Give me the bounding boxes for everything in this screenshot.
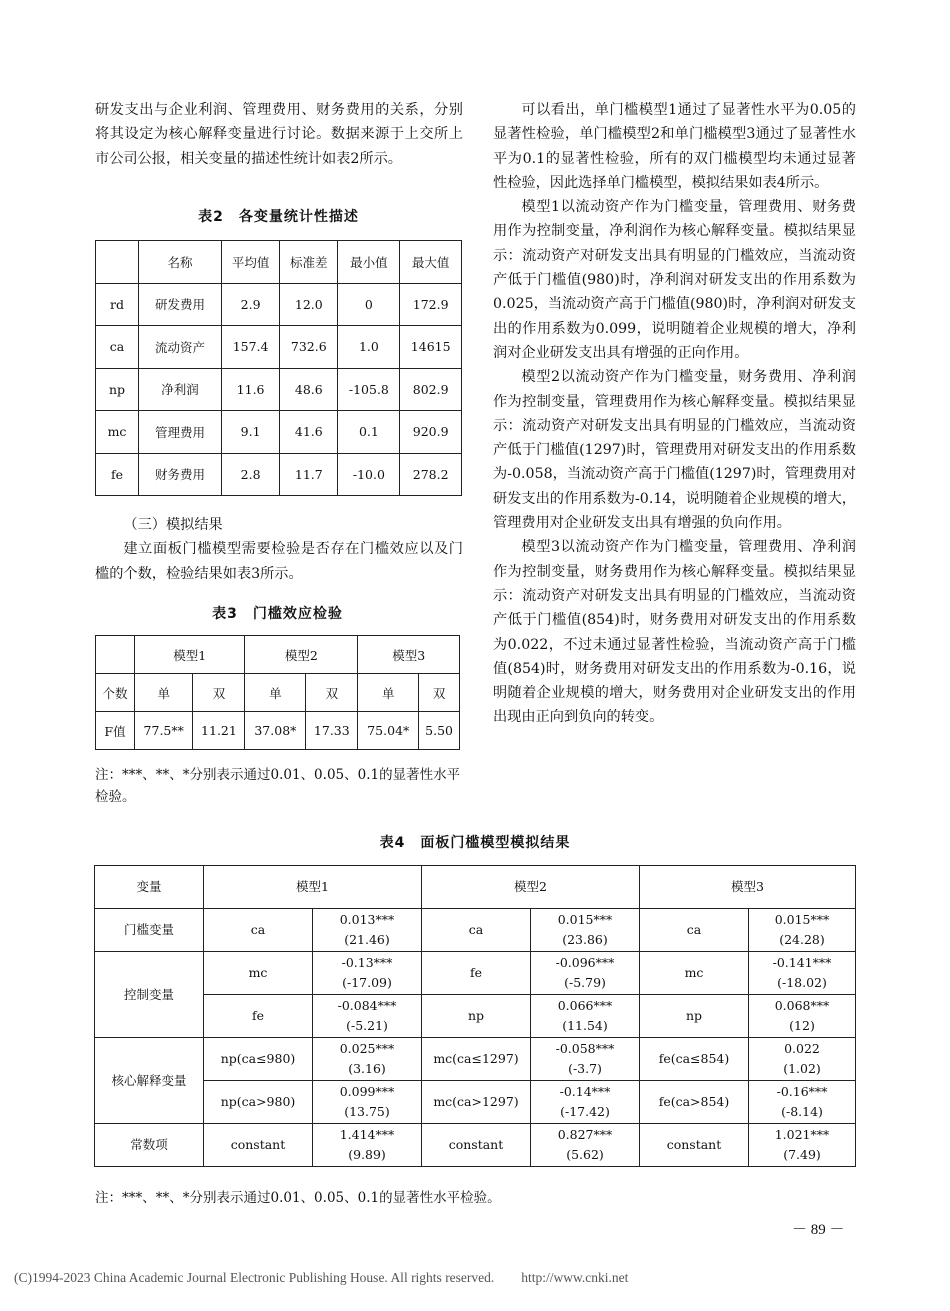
table4-var-cell: constant	[640, 1124, 749, 1167]
table2-header-cell: 最小值	[338, 241, 400, 284]
table2-header-cell: 标准差	[280, 241, 338, 284]
coef: -0.16***	[776, 1084, 828, 1099]
table4-var-cell: constant	[422, 1124, 531, 1167]
table3-header-row	[96, 636, 460, 674]
table4-value-cell	[531, 1124, 640, 1167]
table4-header-cell: 模型3	[640, 866, 856, 909]
coef: 0.099***	[339, 1084, 395, 1099]
table3-model-header: 模型1	[135, 636, 245, 674]
table2-cell: 48.6	[280, 368, 338, 411]
table3-cell: 双	[419, 674, 460, 712]
table2-cell: 流动资产	[139, 326, 222, 369]
table4-value-cell	[313, 1038, 422, 1081]
table2-header-cell: 名称	[139, 241, 222, 284]
table4-value-cell	[531, 909, 640, 952]
table-row	[95, 952, 856, 995]
table-row	[95, 1081, 856, 1124]
table3-caption: 表3 门槛效应检验	[212, 606, 343, 622]
table3-cell: 双	[306, 674, 358, 712]
table3-cell: 单	[358, 674, 419, 712]
table2-header-cell: 平均值	[222, 241, 280, 284]
table4-value-cell	[313, 909, 422, 952]
table3-row-label: 个数	[96, 674, 135, 712]
table2-cell: 14615	[400, 326, 462, 369]
table-row	[95, 995, 856, 1038]
table4-value-cell	[531, 952, 640, 995]
table4-value-cell	[749, 1081, 856, 1124]
table-row	[96, 283, 462, 326]
t-stat: (-17.42)	[560, 1104, 610, 1119]
table4-var-cell: fe(ca≤854)	[640, 1038, 749, 1081]
table2-cell: np	[96, 368, 139, 411]
table4-var-cell: fe	[422, 952, 531, 995]
table-row	[96, 453, 462, 496]
table3-model-header: 模型2	[245, 636, 358, 674]
table4-row-label: 常数项	[95, 1124, 204, 1167]
t-stat: (3.16)	[348, 1061, 386, 1076]
table4-value-cell	[749, 952, 856, 995]
table4-var-cell: np(ca≤980)	[204, 1038, 313, 1081]
table2-cell: 研发费用	[139, 283, 222, 326]
t-stat: (7.49)	[783, 1147, 821, 1162]
coef: 1.414***	[339, 1127, 395, 1142]
table3-model-header: 模型3	[358, 636, 460, 674]
coef: -0.084***	[337, 998, 397, 1013]
t-stat: (5.62)	[566, 1147, 604, 1162]
table4-value-cell	[531, 1081, 640, 1124]
table2-cell: 0	[338, 283, 400, 326]
coef: 0.013***	[339, 912, 395, 927]
table4-var-cell: np(ca>980)	[204, 1081, 313, 1124]
table4-note: 注：***、**、*分别表示通过0.01、0.05、0.1的显著性水平检验。	[95, 1190, 501, 1206]
table-row	[96, 326, 462, 369]
table4-var-cell: ca	[422, 909, 531, 952]
table2-cell: fe	[96, 453, 139, 496]
left-para-2: 建立面板门槛模型需要检验是否存在门槛效应以及门槛的个数，检验结果如表3所示。	[95, 541, 463, 582]
table4-var-cell: fe	[204, 995, 313, 1038]
table3-cell: 双	[193, 674, 245, 712]
coef: -0.096***	[555, 955, 615, 970]
t-stat: (-3.7)	[568, 1061, 602, 1076]
coef: -0.058***	[555, 1041, 615, 1056]
table4-var-cell: ca	[640, 909, 749, 952]
table2-cell: 2.8	[222, 453, 280, 496]
table4-caption: 表4 面板门槛模型模拟结果	[379, 835, 571, 851]
table2-cell: ca	[96, 326, 139, 369]
table-row	[96, 674, 460, 712]
t-stat: (13.75)	[344, 1104, 390, 1119]
table2-cell: 732.6	[280, 326, 338, 369]
t-stat: (1.02)	[783, 1061, 821, 1076]
table4-row-label: 控制变量	[95, 952, 204, 1038]
table-row	[95, 1124, 856, 1167]
table2-cell: mc	[96, 411, 139, 454]
table4-row-label: 核心解释变量	[95, 1038, 204, 1124]
coef: 0.022	[784, 1041, 820, 1056]
table2-cell: 11.6	[222, 368, 280, 411]
table3-cell: 17.33	[306, 712, 358, 750]
table2-cell: -105.8	[338, 368, 400, 411]
right-para-3: 模型2以流动资产作为门槛变量，财务费用、净利润作为控制变量，管理费用作为核心解释变量。模拟结果显示：流动资产对研发支出具有明显的门槛效应，当流动资产低于门槛值(1297)时，管理费用对研发支出的作用系数为-0.058，当流动资产高于门槛值(1297)时，管理费用对研发支出的作用系数为-0.14，说明随着企业规模的增大，管理费用对企业研发支出具有增强的负向作用。	[493, 369, 856, 532]
table4-value-cell	[531, 995, 640, 1038]
table2-cell: 0.1	[338, 411, 400, 454]
table2-header-cell: 最大值	[400, 241, 462, 284]
table2	[95, 240, 462, 496]
table3-cell: 单	[135, 674, 193, 712]
page-number: － 89 －	[792, 1222, 845, 1238]
table4-value-cell	[313, 995, 422, 1038]
coef: -0.13***	[341, 955, 393, 970]
table4-value-cell	[749, 1124, 856, 1167]
table-row	[95, 909, 856, 952]
table-row	[95, 1038, 856, 1081]
table4-var-cell: ca	[204, 909, 313, 952]
table4-header-cell: 模型1	[204, 866, 422, 909]
coef: 0.066***	[557, 998, 613, 1013]
coef: 0.068***	[774, 998, 830, 1013]
table3-note: 注：***、**、*分别表示通过0.01、0.05、0.1的显著性水平检验。	[95, 767, 461, 805]
table3-cell: 77.5**	[135, 712, 193, 750]
right-para-4: 模型3以流动资产作为门槛变量，管理费用、净利润作为控制变量，财务费用作为核心解释变量。模拟结果显示：流动资产对研发支出具有明显的门槛效应，当流动资产低于门槛值(854)时，财务费用对研发支出的作用系数为0.022，不过未通过显著性检验，当流动资产高于门槛值(854)时，财务费用对研发支出的作用系数为-0.16，说明随着企业规模的增大，财务费用对企业研发支出的作用出现由正向到负向的转变。	[493, 539, 856, 726]
table3	[95, 635, 460, 750]
table4-var-cell: np	[640, 995, 749, 1038]
table4-var-cell: mc(ca>1297)	[422, 1081, 531, 1124]
table2-cell: 1.0	[338, 326, 400, 369]
table4-value-cell	[749, 995, 856, 1038]
table3-cell: 11.21	[193, 712, 245, 750]
table4-var-cell: constant	[204, 1124, 313, 1167]
right-column	[493, 98, 856, 730]
table4-value-cell	[749, 909, 856, 952]
table4-var-cell: fe(ca>854)	[640, 1081, 749, 1124]
coef: -0.141***	[772, 955, 832, 970]
table2-cell: 157.4	[222, 326, 280, 369]
table4-header-cell: 模型2	[422, 866, 640, 909]
t-stat: (-5.79)	[564, 975, 606, 990]
left-column	[95, 98, 463, 171]
table2-cell: 172.9	[400, 283, 462, 326]
table2-caption: 表2 各变量统计性描述	[198, 209, 359, 225]
coef: 0.827***	[557, 1127, 613, 1142]
t-stat: (-8.14)	[781, 1104, 823, 1119]
table2-cell: rd	[96, 283, 139, 326]
table4-var-cell: mc	[640, 952, 749, 995]
table3-cell: 单	[245, 674, 306, 712]
t-stat: (-18.02)	[777, 975, 827, 990]
left-lower-text	[95, 513, 463, 586]
table4-var-cell: np	[422, 995, 531, 1038]
table3-cell: 75.04*	[358, 712, 419, 750]
table4	[94, 865, 856, 1167]
table2-cell: 802.9	[400, 368, 462, 411]
table-row	[96, 411, 462, 454]
table4-value-cell	[749, 1038, 856, 1081]
coef: 0.015***	[557, 912, 613, 927]
table2-cell: 财务费用	[139, 453, 222, 496]
t-stat: (-5.21)	[346, 1018, 388, 1033]
table4-value-cell	[313, 952, 422, 995]
table3-row-label: F值	[96, 712, 135, 750]
table4-var-cell: mc	[204, 952, 313, 995]
coef: 0.015***	[774, 912, 830, 927]
table2-header-row	[96, 241, 462, 284]
right-para-1: 可以看出，单门槛模型1通过了显著性水平为0.05的显著性检验，单门槛模型2和单门槛模型3通过了显著性水平为0.1的显著性检验，所有的双门槛模型均未通过显著性检验，因此选择单门槛模型，模拟结果如表4所示。	[493, 102, 856, 191]
coef: 1.021***	[774, 1127, 830, 1142]
table2-cell: 净利润	[139, 368, 222, 411]
table4-value-cell	[313, 1124, 422, 1167]
coef: 0.025***	[339, 1041, 395, 1056]
table2-cell: 9.1	[222, 411, 280, 454]
table2-cell: 41.6	[280, 411, 338, 454]
table4-header-cell: 变量	[95, 866, 204, 909]
copyright-footer: (C)1994-2023 China Academic Journal Electronic Publishing House. All rights reserved. http://www.cnki.net	[14, 1270, 629, 1285]
table4-value-cell	[313, 1081, 422, 1124]
table4-row-label: 门槛变量	[95, 909, 204, 952]
t-stat: (23.86)	[562, 932, 608, 947]
left-para-1: 研发支出与企业利润、管理费用、财务费用的关系，分别将其设定为核心解释变量进行讨论。数据来源于上交所上市公司公报，相关变量的描述性统计如表2所示。	[95, 102, 463, 167]
table3-cell: 37.08*	[245, 712, 306, 750]
t-stat: (12)	[789, 1018, 815, 1033]
table2-cell: 12.0	[280, 283, 338, 326]
t-stat: (24.28)	[779, 932, 825, 947]
table2-cell: -10.0	[338, 453, 400, 496]
table2-cell: 11.7	[280, 453, 338, 496]
table2-cell: 管理费用	[139, 411, 222, 454]
table-row	[96, 712, 460, 750]
right-para-2: 模型1以流动资产作为门槛变量，管理费用、财务费用作为控制变量，净利润作为核心解释变量。模拟结果显示：流动资产对研发支出具有明显的门槛效应，当流动资产低于门槛值(980)时，净利润对研发支出的作用系数为0.025，当流动资产高于门槛值(980)时，净利润对研发支出的作用系数为0.099，说明随着企业规模的增大，净利润对企业研发支出具有增强的正向作用。	[493, 199, 856, 361]
table3-cell: 5.50	[419, 712, 460, 750]
table2-cell: 920.9	[400, 411, 462, 454]
table4-var-cell: mc(ca≤1297)	[422, 1038, 531, 1081]
t-stat: (21.46)	[344, 932, 390, 947]
t-stat: (-17.09)	[342, 975, 392, 990]
t-stat: (9.89)	[348, 1147, 386, 1162]
table4-header-row	[95, 866, 856, 909]
coef: -0.14***	[559, 1084, 611, 1099]
table3-corner-cell	[96, 636, 135, 674]
table2-cell: 278.2	[400, 453, 462, 496]
table2-header-cell	[96, 241, 139, 284]
table4-value-cell	[531, 1038, 640, 1081]
table-row	[96, 368, 462, 411]
table2-cell: 2.9	[222, 283, 280, 326]
section-title: （三）模拟结果	[123, 517, 223, 533]
t-stat: (11.54)	[562, 1018, 608, 1033]
